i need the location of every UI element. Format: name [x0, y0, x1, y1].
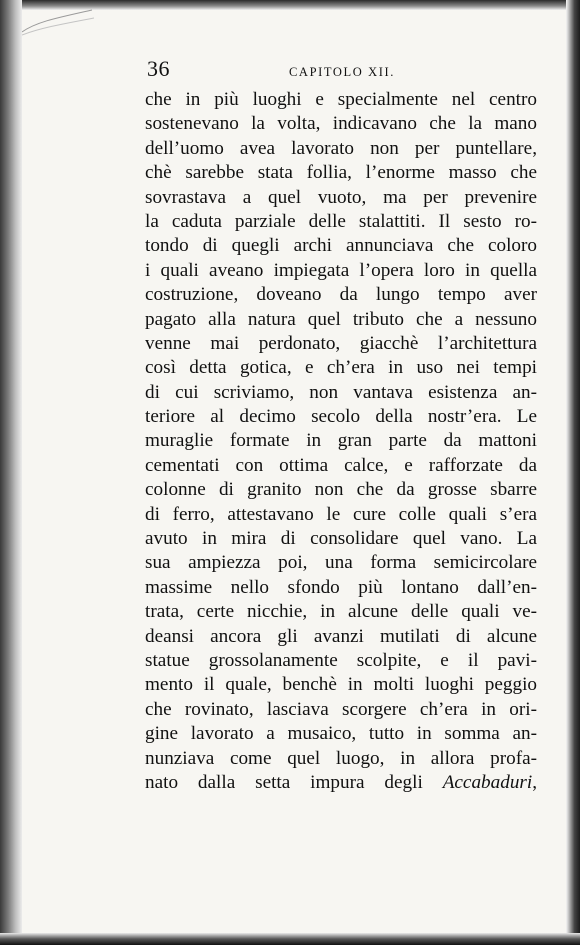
- text-line: statue grossolanamente scolpite, e il pavi-: [145, 649, 537, 671]
- text-line: così detta gotica, e ch’era in uso nei tempi: [145, 357, 537, 379]
- scan-left-edge: [0, 0, 22, 945]
- italic-term: Accabaduri: [442, 771, 533, 793]
- text-line: dell’uomo avea lavorato non per puntellare,: [145, 137, 537, 159]
- text-line: deansi ancora gli avanzi mutilati di alcune: [145, 625, 537, 647]
- body-text: [145, 88, 537, 795]
- scan-right-edge: [566, 0, 580, 945]
- text-line: trata, certe nicchie, in alcune delle quali ve-: [145, 601, 537, 623]
- last-line-punctuation: ,: [532, 771, 538, 793]
- text-line: muraglie formate in gran parte da mattoni: [145, 430, 537, 452]
- text-line: che in più luoghi e specialmente nel centro: [145, 89, 537, 110]
- text-line: nunziava come quel luogo, in allora profa-: [145, 747, 537, 769]
- page-number: 36: [147, 56, 170, 81]
- text-line: avuto in mira di consolidare quel vano. La: [145, 528, 537, 550]
- text-line: colonne di granito non che da grosse sbarre: [145, 479, 537, 501]
- text-line: di ferro, attestavano le cure colle quali s’era: [145, 503, 537, 525]
- text-line: sostenevano la volta, indicavano che la mano: [145, 113, 537, 135]
- running-head: CAPITOLO XII.: [289, 65, 395, 79]
- last-line-text: nato dalla setta impura degli: [145, 771, 423, 793]
- text-line: i quali aveano impiegata l’opera loro in quella: [145, 259, 537, 281]
- text-line: sovrastava a quel vuoto, ma per prevenire: [145, 186, 537, 208]
- text-line: sua ampiezza poi, una forma semicircolare: [145, 552, 537, 574]
- page-header: [147, 56, 535, 86]
- text-line: teriore al decimo secolo della nostr’era. Le: [145, 406, 537, 428]
- scan-bottom-edge: [0, 933, 580, 945]
- text-line: venne mai perdonato, giacchè l’architettura: [145, 332, 537, 354]
- text-line: costruzione, doveano da lungo tempo aver: [145, 284, 537, 306]
- text-line: cementati con ottima calce, e rafforzate da: [145, 454, 537, 476]
- text-line: massime nello sfondo più lontano dall’en-: [145, 576, 537, 598]
- page-corner-crease: [22, 8, 94, 36]
- text-line: tondo di quegli archi annunciava che coloro: [145, 235, 537, 257]
- text-line-last: [145, 771, 537, 795]
- text-line: mento il quale, benchè in molti luoghi peggio: [145, 674, 537, 696]
- text-line: chè sarebbe stata follia, l’enorme masso che: [145, 162, 537, 184]
- text-line: gine lavorato a musaico, tutto in somma an-: [145, 723, 537, 745]
- text-line: che rovinato, lasciava scorgere ch’era in ori-: [145, 698, 537, 720]
- text-line: la caduta parziale delle stalattiti. Il sesto ro-: [145, 210, 537, 232]
- text-line: pagato alla natura quel tributo che a nessuno: [145, 308, 537, 330]
- text-line: di cui scriviamo, non vantava esistenza an-: [145, 381, 537, 403]
